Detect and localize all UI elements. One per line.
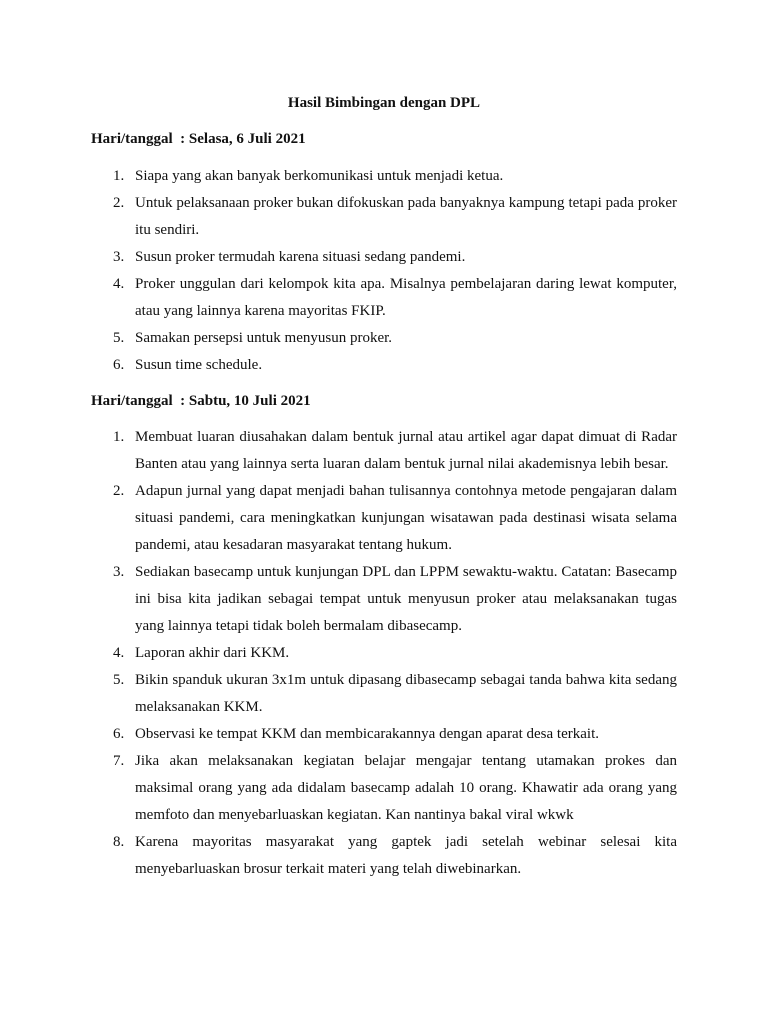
list-item-text: Membuat luaran diusahakan dalam bentuk jurnal atau artikel agar dapat dimuat di Radar Banten atau yang lainnya serta luaran dalam bentuk jurnal nilai akademisnya lebih besar. [135,429,677,472]
list-item-text: Sediakan basecamp untuk kunjungan DPL dan LPPM sewaktu-waktu. Catatan: Basecamp ini bisa kita jadikan sebagai tempat untuk menyusun proker atau melaksanakan tugas yang lainnya tetapi tidak boleh bermalam dibasecamp. [135,564,677,634]
list-item-text: Observasi ke tempat KKM dan membicarakannya dengan aparat desa terkait. [135,726,599,742]
list-item [91,352,677,379]
list-number: 3. [113,564,125,580]
list-number: 1. [113,168,125,184]
list-item-text: Karena mayoritas masyarakat yang gaptek jadi setelah webinar selesai kita menyebarluaskan brosur terkait materi yang telah diwebinarkan. [135,834,677,877]
list-item [91,721,677,748]
list-item [91,424,677,478]
notes-list-day-2 [91,424,677,883]
list-item-text: Laporan akhir dari KKM. [135,645,290,661]
list-number: 6. [113,357,125,373]
list-item [91,667,677,721]
list-number: 2. [113,483,125,499]
section-heading-day-1: Hari/tanggal : Selasa, 6 Juli 2021 [91,131,306,147]
list-item [91,271,677,325]
list-item [91,559,677,640]
list-item [91,244,677,271]
list-item-text: Proker unggulan dari kelompok kita apa. Misalnya pembelajaran daring lewat komputer, atau yang lainnya karena mayoritas FKIP. [135,276,677,319]
list-item [91,640,677,667]
list-number: 5. [113,672,125,688]
list-item [91,829,677,883]
list-number: 5. [113,330,125,346]
list-number: 4. [113,276,125,292]
list-number: 1. [113,429,125,445]
list-number: 3. [113,249,125,265]
list-number: 2. [113,195,125,211]
list-item [91,163,677,190]
list-number: 4. [113,645,125,661]
section-heading-day-2: Hari/tanggal : Sabtu, 10 Juli 2021 [91,393,311,409]
list-number: 7. [113,753,125,769]
document-title: Hasil Bimbingan dengan DPL [287,95,481,111]
list-number: 6. [113,726,125,742]
list-item-text: Bikin spanduk ukuran 3x1m untuk dipasang dibasecamp sebagai tanda bahwa kita sedang melaksanakan KKM. [135,672,677,715]
list-item-text: Jika akan melaksanakan kegiatan belajar mengajar tentang utamakan prokes dan maksimal orang yang ada didalam basecamp adalah 10 orang. Khawatir ada orang yang memfoto dan menyebarluaskan kegiatan. Kan nantinya bakal viral wkwk [135,753,677,823]
list-number: 8. [113,834,125,850]
list-item [91,748,677,829]
list-item-text: Samakan persepsi untuk menyusun proker. [135,330,393,346]
list-item [91,478,677,559]
list-item-text: Untuk pelaksanaan proker bukan difokuskan pada banyaknya kampung tetapi pada proker itu sendiri. [135,195,677,238]
list-item [91,325,677,352]
list-item-text: Susun time schedule. [135,357,263,373]
notes-list-day-1 [91,163,677,379]
list-item [91,190,677,244]
list-item-text: Siapa yang akan banyak berkomunikasi untuk menjadi ketua. [135,168,504,184]
list-item-text: Susun proker termudah karena situasi sedang pandemi. [135,249,466,265]
list-item-text: Adapun jurnal yang dapat menjadi bahan tulisannya contohnya metode pengajaran dalam situasi pandemi, cara meningkatkan kunjungan wisatawan pada destinasi wisata selama pandemi, atau kesadaran masyarakat tentang hukum. [135,483,677,553]
